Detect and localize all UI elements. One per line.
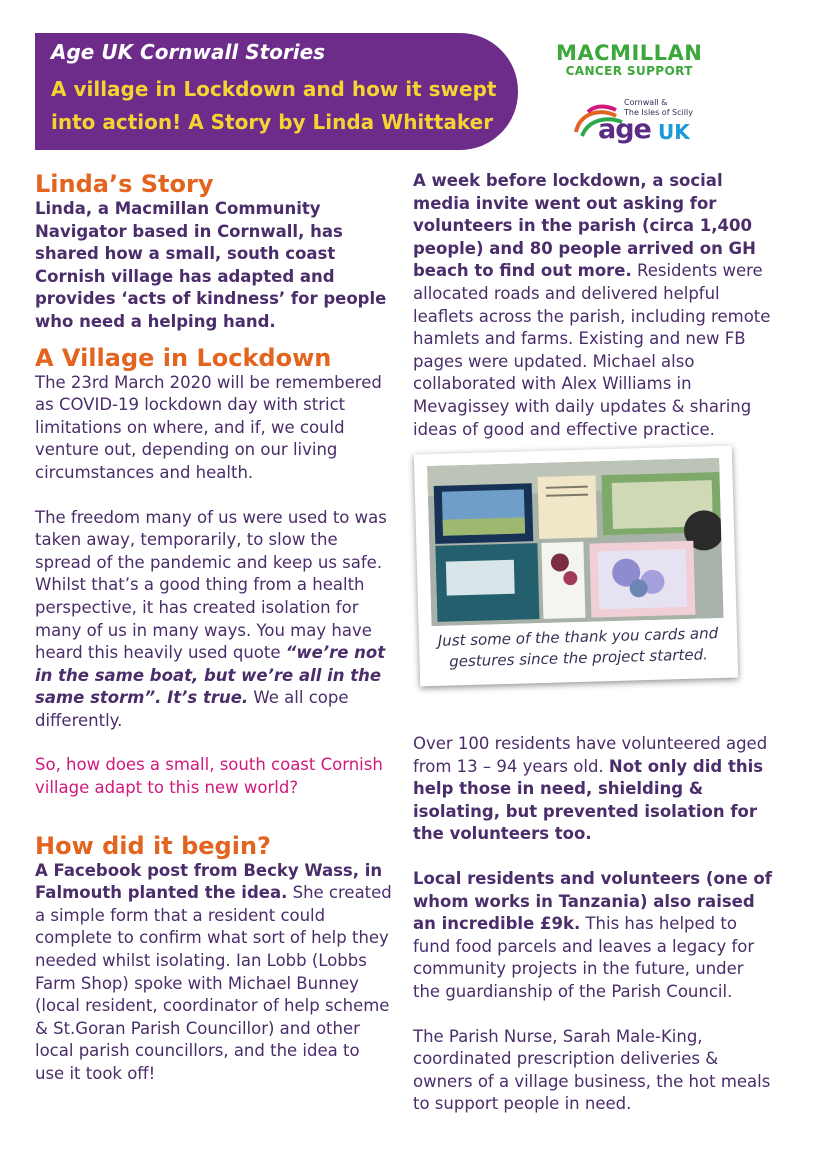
series-title: Age UK Cornwall Stories — [51, 40, 326, 64]
header-banner — [35, 33, 518, 150]
ageuk-logo — [572, 98, 712, 146]
right-column-bottom — [413, 733, 775, 1116]
photo-caption: Just some of the thank you cards and gestures since the project started. — [437, 624, 719, 671]
page-title — [51, 73, 511, 139]
intro-paragraph: Linda, a Macmillan Community Navigator based in Cornwall, has shared how a small, south coast Cornish village has adapted and provides ‘acts of kindness’ for people who need a helping hand. — [35, 199, 387, 331]
storm-quote: “we’re not in the same boat, but we’re all in the same storm”. It’s true. — [35, 643, 386, 708]
title-line-2: into action! A Story by Linda Whittaker — [51, 110, 494, 134]
heading-village-lockdown: A Village in Lockdown — [35, 343, 332, 372]
paragraph-question: So, how does a small, south coast Cornish village adapt to this new world? — [35, 755, 383, 798]
right-column-top — [413, 170, 773, 441]
heading-lindas-story: Linda’s Story — [35, 170, 214, 198]
macmillan-logo-text: MACMILLAN — [556, 41, 703, 65]
left-column — [35, 170, 393, 1086]
thank-you-cards-photo — [427, 458, 723, 626]
title-line-1: A village in Lockdown and how it swept — [51, 77, 497, 101]
macmillan-logo-subtext: CANCER SUPPORT — [565, 64, 693, 78]
paragraph-freedom: The freedom many of us were used to was taken away, temporarily, to slow the spread of the pandemic and keep us safe. Whilst that’s a good thing from a health perspective, it has created isolation for many of us in many ways. You may have heard this heavily used quote “we’re not in the same boat, but we’re all in the same storm”. It’s true. We all cope differently. — [35, 507, 387, 730]
ageuk-region: Cornwall & The Isles of Scilly — [624, 98, 693, 117]
paragraph-volunteers-invite: A week before lockdown, a social media invite went out asking for volunteers in the parish (circa 1,400 people) and 80 people arrived on GH beach to find out more. Residents were allocated roads and delivered helpful leaflets across the parish, including remote hamlets and farms. Existing and new FB pages were updated. Michael also collaborated with Alex Williams in Mevagissey with daily updates & sharing ideas of good and effective practice. — [413, 171, 771, 439]
macmillan-logo — [556, 42, 702, 78]
ageuk-age-text: age — [598, 114, 651, 145]
ageuk-uk-text: UK — [658, 120, 690, 144]
paragraph-parish-nurse: The Parish Nurse, Sarah Male-King, coordinated prescription deliveries & owners of a village business, the hot meals to support people in need. — [413, 1026, 771, 1114]
heading-how-begin: How did it begin? — [35, 831, 271, 860]
photo-card — [414, 446, 738, 687]
cards-photo-image — [427, 458, 723, 626]
paragraph-raised-9k: Local residents and volunteers (one of whom works in Tanzania) also raised an incredible £9k. This has helped to fund food parcels and leaves a legacy for community projects in the future, under the guardianship of the Parish Council. — [413, 868, 772, 1001]
paragraph-lockdown-day: The 23rd March 2020 will be remembered as COVID-19 lockdown day with strict limitations on where, and if, we could venture out, depending on our living circumstances and health. — [35, 372, 382, 482]
paragraph-facebook: A Facebook post from Becky Wass, in Falmouth planted the idea. She created a simple form that a resident could complete to confirm what sort of help they needed whilst isolating. Ian Lobb (Lobbs Farm Shop) spoke with Michael Bunney (local resident, coordinator of help scheme & St.Goran Parish Councillor) and other local parish councillors, and the idea to use it took off! — [35, 860, 392, 1083]
paragraph-over-100: Over 100 residents have volunteered aged from 13 – 94 years old. Not only did this help those in need, shielding & isolating, but prevented isolation for the volunteers too. — [413, 734, 768, 844]
